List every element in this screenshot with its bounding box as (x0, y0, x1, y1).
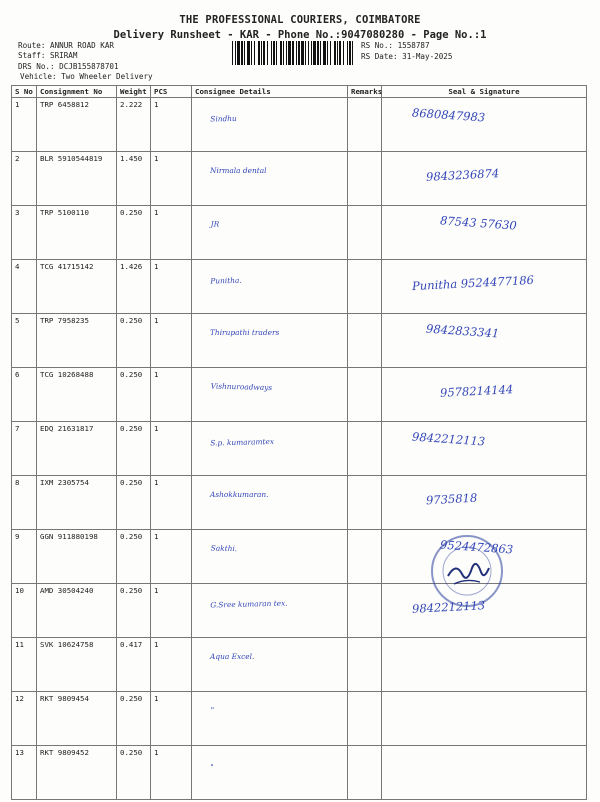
barcode-bar (298, 41, 300, 65)
row-remarks (348, 422, 382, 476)
row-consignment-no: BLR 5910544819 (37, 152, 117, 206)
barcode-bar (235, 41, 236, 65)
col-pcs-header: PCS (151, 86, 192, 98)
row-sno: 10 (12, 584, 37, 638)
row-sno: 1 (12, 98, 37, 152)
row-pcs: 1 (151, 368, 192, 422)
row-consignee: S.p. kumaramtex (191, 419, 348, 477)
barcode-bar (311, 41, 312, 65)
row-consignee: Vishnuroadways (191, 365, 348, 423)
row-weight: 0.250 (117, 206, 151, 260)
row-remarks (348, 260, 382, 314)
row-sno: 3 (12, 206, 37, 260)
barcode-bar (347, 41, 348, 65)
barcode-bar (323, 41, 326, 65)
signature-phone: 9524472863 (439, 537, 514, 557)
row-consignee: Aqua Excel. (192, 638, 348, 692)
row-remarks (348, 368, 382, 422)
barcode-bar (308, 41, 309, 65)
barcode-bar (263, 41, 265, 65)
row-signature (382, 368, 587, 422)
row-consignment-no: TCG 41715142 (37, 260, 117, 314)
row-sno: 8 (12, 476, 37, 530)
barcode-bar (288, 41, 291, 65)
row-weight: 0.250 (117, 584, 151, 638)
row-pcs: 1 (151, 152, 192, 206)
row-consignee: Sindhu (191, 95, 348, 153)
row-consignee: Punitha. (191, 257, 348, 315)
table-row (12, 638, 587, 692)
col-seal-header: Seal & Signature (382, 86, 587, 98)
row-pcs: 1 (151, 692, 192, 746)
barcode-bar (247, 41, 250, 65)
barcode-bar (334, 41, 336, 65)
row-consignment-no: RKT 9809452 (37, 746, 117, 800)
row-consignee: JR (191, 203, 348, 261)
row-pcs: 1 (151, 746, 192, 800)
row-signature (382, 476, 587, 530)
barcode-bar (254, 41, 255, 65)
table-row (12, 152, 587, 206)
barcode-bar (241, 41, 243, 65)
barcode-bar (349, 41, 351, 65)
row-pcs: 1 (151, 422, 192, 476)
row-sno: 7 (12, 422, 37, 476)
row-consignment-no: TRP 5100110 (37, 206, 117, 260)
table-row (12, 314, 587, 368)
row-pcs: 1 (151, 584, 192, 638)
barcode-bar (292, 41, 294, 65)
barcode-bar (286, 41, 287, 65)
row-consignee: Ashokkumaran. (192, 476, 348, 530)
barcode-bar (237, 41, 240, 65)
barcode-bar (330, 41, 331, 65)
row-sno: 12 (12, 692, 37, 746)
row-consignment-no: TRP 6458812 (37, 98, 117, 152)
barcode-bar (352, 41, 353, 65)
signature-phone: 9842212113 (411, 598, 486, 616)
signature-phone: 9842212113 (411, 429, 486, 449)
row-consignee: Thirupathi traders (192, 314, 348, 368)
barcode-bar (251, 41, 252, 65)
row-consignee: Sakthi. (191, 527, 348, 585)
row-pcs: 1 (151, 206, 192, 260)
barcode-bar (339, 41, 341, 65)
row-consignee: " (191, 743, 348, 801)
row-pcs: 1 (151, 530, 192, 584)
row-weight: 0.250 (117, 368, 151, 422)
row-weight: 0.417 (117, 638, 151, 692)
table-row (12, 692, 587, 746)
row-remarks (348, 98, 382, 152)
row-remarks (348, 476, 382, 530)
table-row (12, 476, 587, 530)
barcode-bar (283, 41, 284, 65)
barcode-bar (244, 41, 245, 65)
row-weight: 1.450 (117, 152, 151, 206)
row-consignment-no: AMD 30504240 (37, 584, 117, 638)
table-row (12, 746, 587, 800)
row-weight: 2.222 (117, 98, 151, 152)
row-sno: 11 (12, 638, 37, 692)
company-title: THE PROFESSIONAL COURIERS, COIMBATORE (179, 14, 421, 26)
staff-label: Staff: SRIRAM (18, 51, 78, 60)
barcode-bar (313, 41, 316, 65)
row-weight: 0.250 (117, 692, 151, 746)
row-weight: 0.250 (117, 530, 151, 584)
row-sno: 4 (12, 260, 37, 314)
row-consignee: Nirmala dental (192, 152, 348, 206)
barcode-bar (327, 41, 328, 65)
row-signature (382, 152, 587, 206)
barcode-bar (232, 41, 233, 65)
signature-phone: 9842833341 (425, 321, 500, 341)
route-label: Route: ANNUR ROAD KAR (18, 41, 115, 50)
row-pcs: 1 (151, 476, 192, 530)
row-pcs: 1 (151, 260, 192, 314)
barcode-bar (343, 41, 344, 65)
row-signature (382, 422, 587, 476)
rs-number: RS No.: 1558787 (361, 41, 430, 50)
row-pcs: 1 (151, 314, 192, 368)
row-remarks (348, 530, 382, 584)
runsheet-table (11, 85, 587, 800)
barcode-bar (276, 41, 277, 65)
company-seal-stamp (428, 532, 506, 610)
row-consignee: " (191, 689, 348, 747)
row-consignment-no: EDQ 21631817 (37, 422, 117, 476)
signature-phone: 8680847983 (411, 105, 486, 125)
table-row (12, 98, 587, 152)
row-pcs: 1 (151, 638, 192, 692)
row-weight: 0.250 (117, 746, 151, 800)
row-consignment-no: RKT 9809454 (37, 692, 117, 746)
row-weight: 0.250 (117, 476, 151, 530)
row-sno: 5 (12, 314, 37, 368)
barcode-bar (271, 41, 272, 65)
barcode (232, 41, 356, 65)
row-remarks (348, 746, 382, 800)
row-signature (382, 260, 587, 314)
table-row (12, 422, 587, 476)
drs-label: DRS No.: DCJB155878701 (18, 62, 119, 71)
barcode-bar (305, 41, 306, 65)
barcode-bar (280, 41, 282, 65)
barcode-bar (267, 41, 268, 65)
signature-phone: 9578214144 (439, 382, 514, 400)
vehicle-label: Vehicle: Two Wheeler Delivery (20, 72, 153, 81)
signature-phone: Punitha 9524477186 (411, 272, 535, 294)
row-signature (382, 98, 587, 152)
col-weight-header: Weight (117, 86, 151, 98)
table-row (12, 368, 587, 422)
col-remarks-header: Remarks (348, 86, 382, 98)
table-header-row (12, 86, 587, 98)
col-sno-header: S No (12, 86, 37, 98)
signature-phone: 9735818 (425, 490, 478, 508)
col-consignment-header: Consignment No (37, 86, 117, 98)
row-signature (382, 638, 587, 692)
row-weight: 1.426 (117, 260, 151, 314)
signature-phone: 9843236874 (425, 166, 500, 184)
runsheet-title: Delivery Runsheet - KAR - Phone No.:9047080280 - Page No.:1 (113, 29, 487, 41)
table-row (12, 260, 587, 314)
table-row (12, 206, 587, 260)
row-weight: 0.250 (117, 314, 151, 368)
row-consignment-no: TRP 7958235 (37, 314, 117, 368)
row-signature (382, 314, 587, 368)
row-weight: 0.250 (117, 422, 151, 476)
barcode-bar (320, 41, 321, 65)
row-pcs: 1 (151, 98, 192, 152)
rs-date: RS Date: 31-May-2025 (361, 52, 453, 61)
row-signature (382, 746, 587, 800)
row-consignment-no: GGN 911880198 (37, 530, 117, 584)
barcode-bar (258, 41, 260, 65)
row-sno: 9 (12, 530, 37, 584)
row-sno: 6 (12, 368, 37, 422)
row-remarks (348, 206, 382, 260)
row-sno: 2 (12, 152, 37, 206)
row-consignment-no: IXM 2305754 (37, 476, 117, 530)
row-remarks (348, 638, 382, 692)
row-signature (382, 206, 587, 260)
row-remarks (348, 584, 382, 638)
row-remarks (348, 314, 382, 368)
row-consignment-no: TCG 10268488 (37, 368, 117, 422)
row-consignee: G.Sree kumaran tex. (191, 581, 348, 639)
row-remarks (348, 152, 382, 206)
barcode-bar (337, 41, 338, 65)
col-consignee-header: Consignee Details (192, 86, 348, 98)
barcode-bar (301, 41, 304, 65)
row-sno: 13 (12, 746, 37, 800)
row-consignment-no: SVK 10624758 (37, 638, 117, 692)
row-remarks (348, 692, 382, 746)
barcode-bar (261, 41, 262, 65)
barcode-bar (296, 41, 297, 65)
row-signature (382, 692, 587, 746)
barcode-bar (273, 41, 275, 65)
signature-phone: 87543 57630 (439, 213, 518, 233)
barcode-bar (317, 41, 319, 65)
